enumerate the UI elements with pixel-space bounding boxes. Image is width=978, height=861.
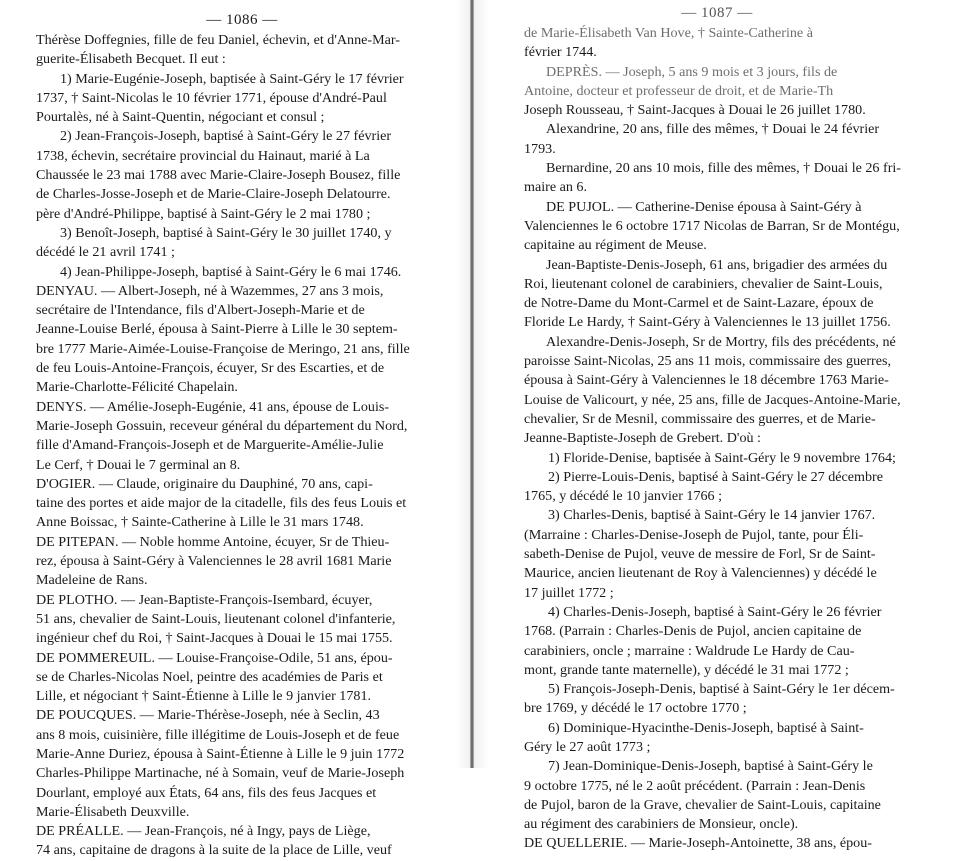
text-line: Maurice, ancien lieutenant de Roy à Valenciennes) y décédé le	[524, 565, 877, 582]
left-page-number: — 1086 —	[206, 12, 278, 28]
text-line: paroisse Saint-Nicolas, 25 ans 11 mois, commissaire des guerres,	[524, 353, 892, 370]
text-line: Marie-Joseph Gossuin, receveur général du département du Nord,	[36, 417, 408, 434]
text-line: DE POUCQUES. — Marie-Thérèse-Joseph, née à Seclin, 43	[36, 707, 380, 724]
text-line: de Marie-Élisabeth Van Hove, † Sainte-Catherine à	[524, 25, 813, 41]
text-line: 1793.	[524, 140, 556, 157]
text-line: ans 8 mois, cuisinière, fille illégitime de Louis-Joseph et de feue	[36, 726, 400, 743]
text-line: 3) Benoît-Joseph, baptisé à Saint-Géry le 30 juillet 1740, y	[60, 224, 392, 241]
text-line: DE PUJOL. — Catherine-Denise épousa à Saint-Géry à	[546, 198, 862, 215]
text-line: DE PLOTHO. — Jean-Baptiste-François-Isembard, écuyer,	[36, 591, 373, 608]
text-line: se de Charles-Nicolas Noel, peintre des académies de Paris et	[36, 668, 383, 685]
text-line: 51 ans, chevalier de Saint-Louis, lieutenant colonel d'infanterie,	[36, 610, 396, 627]
text-line: D'OGIER. — Claude, originaire du Dauphiné, 70 ans, capi-	[36, 475, 373, 492]
text-line: 1737, † Saint-Nicolas le 10 février 1771, épouse d'André-Paul	[36, 89, 387, 106]
text-line: Anne Boissac, † Sainte-Catherine à Lille le 31 mars 1748.	[36, 514, 364, 531]
text-line: bre 1769, y décédé le 17 octobre 1770 ;	[524, 700, 747, 717]
text-line: 7) Jean-Dominique-Denis-Joseph, baptisé à Saint-Géry le	[548, 758, 873, 775]
text-line: Marie-Anne Duriez, épousa à Saint-Étienne à Lille le 9 juin 1772	[36, 745, 405, 762]
text-line: 2) Pierre-Louis-Denis, baptisé à Saint-Géry le 27 décembre	[548, 468, 884, 485]
text-line: DE PITEPAN. — Noble homme Antoine, écuyer, Sr de Thieu-	[36, 533, 390, 550]
text-line: Marie-Élisabeth Deuxville.	[36, 803, 190, 820]
text-line: chevalier, Sr de Mesnil, commissaire des guerres, et de Marie-	[524, 410, 876, 427]
text-line: DE PRÉALLE. — Jean-François, né à Ingy, pays de Liège,	[36, 823, 371, 840]
text-line: de Notre-Dame du Mont-Carmel et de Saint-Lazare, époux de	[524, 295, 874, 312]
text-line: 5) François-Joseph-Denis, baptisé à Saint-Géry le 1er décem-	[548, 681, 895, 698]
text-line: (Marraine : Charles-Denise-Joseph de Pujol, tante, pour Éli-	[524, 526, 864, 543]
text-line: Charles-Philippe Martinache, né à Somain, veuf de Marie-Joseph	[36, 765, 405, 782]
text-line: Dourlant, employé aux États, 64 ans, fils des feus Jacques et	[36, 784, 377, 801]
text-line: Chaussée le 23 mai 1788 avec Marie-Claire-Joseph Bousez, fille	[36, 167, 401, 184]
text-line: Floride Le Hardy, † Saint-Géry à Valenciennes le 13 juillet 1756.	[524, 314, 891, 331]
text-line: Louise de Valicourt, y née, 25 ans, fille de Jacques-Antoine-Marie,	[524, 391, 901, 408]
text-line: Pourtalès, né à Saint-Quentin, négociant et consul ;	[36, 109, 325, 126]
text-line: DEPRÈS. — Joseph, 5 ans 9 mois et 3 jours, fils de	[546, 63, 838, 80]
text-line: 2) Jean-François-Joseph, baptisé à Saint-Géry le 27 février	[60, 128, 392, 145]
text-line: sabeth-Denise de Pujol, veuve de messire de Forl, Sr de Saint-	[524, 546, 876, 563]
text-line: 1738, échevin, secrétaire provincial du Hainaut, marié à La	[36, 147, 370, 164]
text-line: DENYAU. — Albert-Joseph, né à Wazemmes, 27 ans 3 mois,	[36, 282, 384, 299]
text-line: Roi, lieutenant colonel de carabiniers, chevalier de Saint-Louis,	[524, 275, 883, 292]
left-page-text	[36, 31, 448, 861]
right-page-text	[524, 24, 910, 854]
text-line: fille d'Amand-François-Joseph et de Marguerite-Amélie-Julie	[36, 437, 384, 454]
text-line: 17 juillet 1772 ;	[524, 584, 614, 601]
text-line: au régiment des carabiniers de Monsieur, oncle).	[524, 816, 799, 833]
text-line: mont, grande tante maternelle), y décédé le 31 mai 1772 ;	[524, 661, 849, 678]
text-line: 74 ans, capitaine de dragons à la suite de la place de Lille, veuf	[36, 842, 392, 859]
right-page-number: — 1087 —	[681, 5, 753, 21]
text-line: Jeanne-Louise Berlé, épousa à Saint-Pierre à Lille le 30 septem-	[36, 321, 398, 338]
text-line: Marie-Charlotte-Félicité Chapelain.	[36, 379, 238, 396]
text-line: de feu Louis-Antoine-François, écuyer, Sr des Escarties, et de	[36, 360, 385, 377]
text-line: rez, épousa à Saint-Géry à Valenciennes le 28 avril 1681 Marie	[36, 553, 392, 570]
text-line: 3) Charles-Denis, baptisé à Saint-Géry le 14 janvier 1767.	[548, 507, 876, 524]
text-line: Alexandrine, 20 ans, fille des mêmes, † Douai le 24 février	[546, 121, 880, 138]
text-line: carabiniers, oncle ; marraine : Waldrude Le Hardy de Cau-	[524, 642, 855, 659]
text-line: de Pujol, baron de la Grave, chevalier de Saint-Louis, capitaine	[524, 796, 881, 813]
left-page	[36, 0, 448, 859]
text-line: 1) Marie-Eugénie-Joseph, baptisée à Saint-Géry le 17 février	[60, 70, 404, 87]
text-line: guerite-Élisabeth Becquet. Il eut :	[36, 51, 226, 68]
text-line: 1765, y décédé le 10 janvier 1766 ;	[524, 488, 723, 505]
text-line: père d'André-Philippe, baptisé à Saint-Géry le 2 mai 1780 ;	[36, 205, 371, 222]
book-gutter	[470, 0, 474, 768]
text-line: Géry le 27 août 1773 ;	[524, 738, 651, 755]
text-line: 1) Floride-Denise, baptisée à Saint-Géry le 9 novembre 1764;	[548, 449, 896, 466]
text-line: ingénieur chef du Roi, † Saint-Jacques à Douai le 15 mai 1755.	[36, 630, 393, 647]
text-line: février 1744.	[524, 44, 597, 61]
text-line: Thérèse Doffegnies, fille de feu Daniel, échevin, et d'Anne-Mar-	[36, 32, 400, 48]
text-line: Le Cerf, † Douai le 7 germinal an 8.	[36, 456, 241, 473]
text-line: de Charles-Josse-Joseph et de Marie-Claire-Joseph Delatourre.	[36, 186, 391, 203]
text-line: décédé le 21 avril 1741 ;	[36, 244, 175, 261]
text-line: 1768. (Parrain : Charles-Denis de Pujol, ancien capitaine de	[524, 623, 862, 640]
text-line: Jeanne-Baptiste-Joseph de Grebert. D'où :	[524, 430, 761, 447]
text-line: Antoine, docteur et professeur de droit, et de Marie-Th	[524, 82, 834, 99]
text-line: secrétaire de l'Intendance, fils d'Albert-Joseph-Marie et de	[36, 302, 365, 319]
text-line: bre 1777 Marie-Aimée-Louise-Françoise de Meringo, 21 ans, fille	[36, 340, 410, 357]
text-line: taine des portes et aide major de la citadelle, fils des feus Louis et	[36, 495, 407, 512]
text-line: épousa à Saint-Géry à Valenciennes le 18 décembre 1763 Marie-	[524, 372, 889, 389]
text-line: Madeleine de Rans.	[36, 572, 148, 589]
text-line: 4) Jean-Philippe-Joseph, baptisé à Saint-Géry le 6 mai 1746.	[60, 263, 402, 280]
text-line: 6) Dominique-Hyacinthe-Denis-Joseph, baptisé à Saint-	[548, 719, 864, 736]
text-line: Alexandre-Denis-Joseph, Sr de Mortry, fils des précédents, né	[546, 333, 896, 350]
text-line: DE POMMEREUIL. — Louise-Françoise-Odile, 51 ans, épou-	[36, 649, 393, 666]
right-page	[524, 0, 910, 852]
text-line: DE QUELLERIE. — Marie-Joseph-Antoinette, 38 ans, épou-	[524, 835, 872, 852]
text-line: maire an 6.	[524, 179, 588, 196]
text-line: DENYS. — Amélie-Joseph-Eugénie, 41 ans, épouse de Louis-	[36, 398, 390, 415]
text-line: Lille, et négociant † Saint-Étienne à Lille le 9 janvier 1781.	[36, 688, 372, 705]
text-line: Jean-Baptiste-Denis-Joseph, 61 ans, brigadier des armées du	[546, 256, 888, 273]
text-line: Joseph Rousseau, † Saint-Jacques à Douai le 26 juillet 1780.	[524, 102, 866, 119]
text-line: capitaine au régiment de Meuse.	[524, 237, 707, 254]
text-line: 9 octobre 1775, né le 2 août précédent. (Parrain : Jean-Denis	[524, 777, 866, 794]
text-line: Bernardine, 20 ans 10 mois, fille des mêmes, † Douai le 26 fri-	[546, 160, 902, 177]
text-line: Valenciennes le 6 octobre 1717 Nicolas de Barran, Sr de Montégu,	[524, 217, 900, 234]
text-line: 4) Charles-Denis-Joseph, baptisé à Saint-Géry le 26 février	[548, 603, 882, 620]
